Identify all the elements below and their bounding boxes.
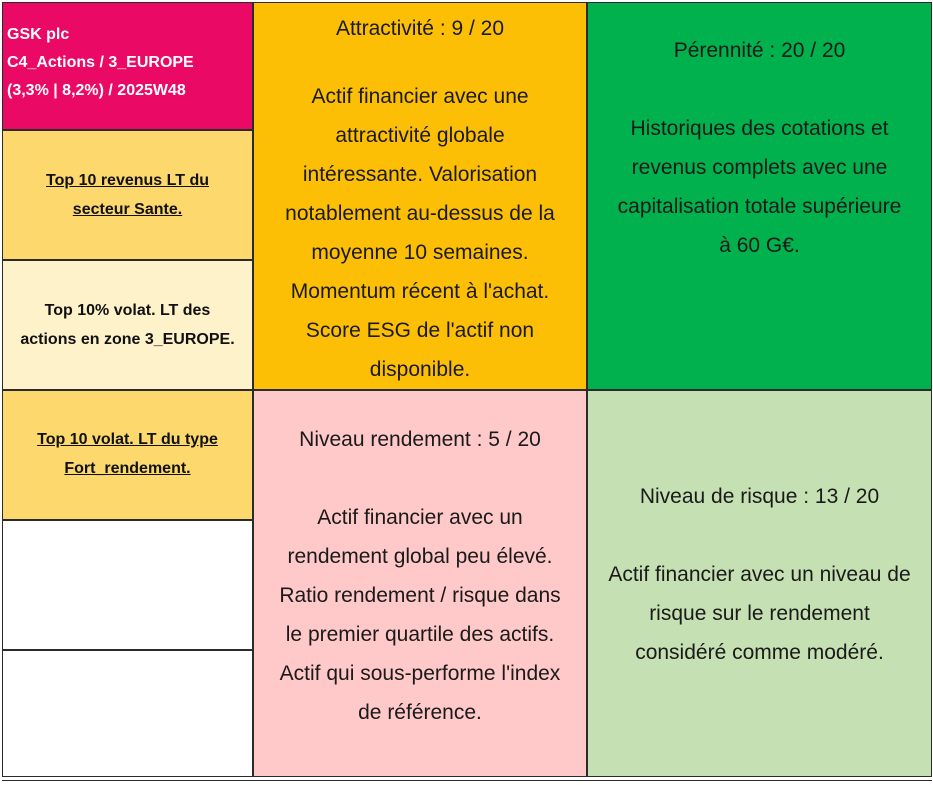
perennite-line: capitalisation totale supérieure — [617, 195, 902, 218]
empty-cell — [2, 520, 253, 650]
tag-top10pct-volat — [2, 260, 253, 390]
rendement-cell — [253, 390, 587, 777]
attractivite-line: Actif financier avec une — [311, 85, 529, 108]
perennite-cell — [587, 2, 932, 390]
attractivite-line: Score ESG de l'actif non — [305, 319, 535, 342]
attractivite-line: Momentum récent à l'achat. — [290, 280, 550, 303]
empty-cell — [2, 650, 253, 777]
table-bottom-border — [2, 777, 932, 781]
asset-stats: (3,3% | 8,2%) / 2025W48 — [7, 82, 186, 99]
perennite-title: Pérennité : 20 / 20 — [673, 39, 846, 62]
risque-line: considéré comme modéré. — [635, 641, 884, 664]
perennite-line: Historiques des cotations et — [630, 117, 889, 140]
tag-top10-revenus — [2, 130, 253, 260]
rendement-line: Ratio rendement / risque dans — [279, 583, 561, 607]
tag-line: secteur Sante. — [72, 201, 183, 218]
rendement-line: le premier quartile des actifs. — [285, 622, 555, 646]
asset-header — [2, 2, 253, 130]
attractivite-cell — [253, 2, 587, 390]
rendement-line: Actif qui sous-performe l'index — [279, 661, 561, 685]
attractivite-line: intéressante. Valorisation — [302, 163, 538, 186]
rendement-title: Niveau rendement : 5 / 20 — [299, 427, 541, 451]
attractivite-line: moyenne 10 semaines. — [311, 241, 529, 264]
risque-line: Actif financier avec un niveau de — [608, 563, 911, 586]
rendement-line: Actif financier avec un — [317, 505, 523, 529]
asset-name: GSK plc — [7, 26, 70, 43]
tag-line: Fort_rendement. — [64, 460, 191, 477]
tag-line: Top 10 volat. LT du type — [37, 431, 218, 448]
tag-line: actions en zone 3_EUROPE. — [20, 331, 235, 348]
risque-cell — [587, 390, 932, 777]
tag-top10-volat-type — [2, 390, 253, 520]
rendement-line: de référence. — [358, 700, 482, 724]
tag-line: Top 10% volat. LT des — [44, 302, 211, 319]
attractivite-line: notablement au-dessus de la — [285, 202, 555, 225]
perennite-line: à 60 G€. — [719, 234, 800, 257]
asset-category: C4_Actions / 3_EUROPE — [7, 54, 194, 71]
risque-title: Niveau de risque : 13 / 20 — [639, 485, 880, 508]
perennite-line: revenus complets avec une — [631, 156, 888, 179]
risque-line: risque sur le rendement — [649, 602, 870, 625]
attractivite-title: Attractivité : 9 / 20 — [335, 17, 505, 40]
attractivite-line: attractivité globale — [335, 124, 505, 147]
rendement-line: rendement global peu élevé. — [287, 544, 553, 568]
attractivite-line: disponible. — [369, 358, 471, 381]
tag-line: Top 10 revenus LT du — [46, 172, 209, 189]
